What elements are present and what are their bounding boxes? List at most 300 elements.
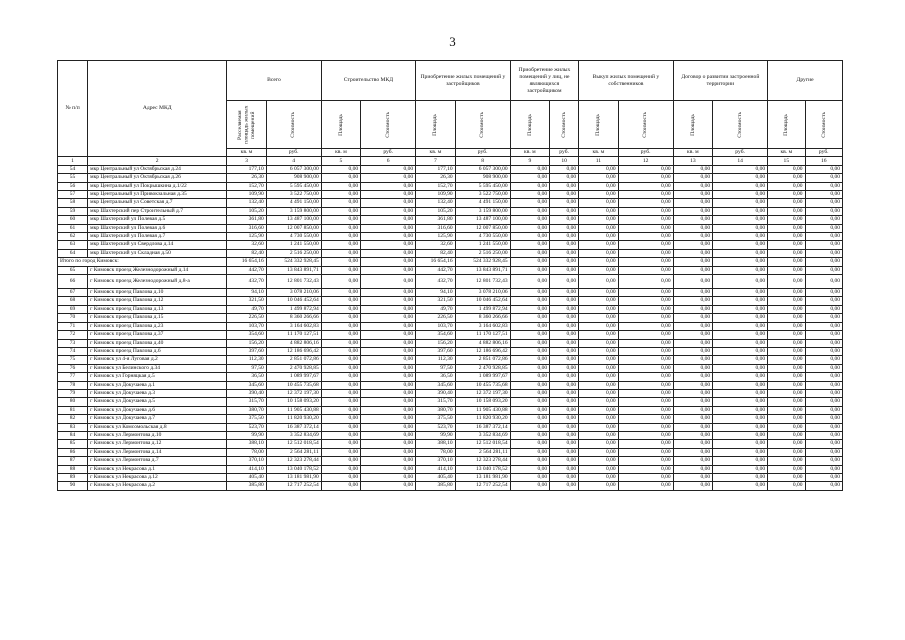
row-address: г Кимовск проезд Павлова д.37 (88, 331, 227, 339)
row-dev-cost: 2 851 072,86 (455, 356, 510, 364)
row-zero-value: 0,00 (579, 465, 618, 473)
row-zero-value: 0,00 (550, 373, 579, 381)
row-zero-value: 0,00 (805, 165, 843, 173)
row-zero-value: 0,00 (579, 389, 618, 397)
row-zero-value: 0,00 (673, 233, 712, 241)
row-zero-value: 0,00 (618, 347, 673, 355)
row-zero-value: 0,00 (768, 381, 805, 389)
table-row (58, 191, 843, 199)
row-zero-value: 0,00 (550, 457, 579, 465)
row-area: 125,90 (227, 233, 266, 241)
unit-cell: кв. м (416, 149, 455, 157)
row-zero-value: 0,00 (768, 266, 805, 274)
row-area: 32,60 (227, 241, 266, 249)
row-zero-value: 0,00 (618, 423, 673, 431)
row-zero-value: 0,00 (579, 331, 618, 339)
row-dev-area: 321,50 (416, 297, 455, 305)
row-address: г Кимовск ул Белинского д.34 (88, 364, 227, 372)
row-area: 385,80 (227, 482, 266, 490)
row-zero-value: 0,00 (713, 275, 768, 289)
row-build-cost: 0,00 (361, 241, 416, 249)
subheader-label: Площадь (689, 113, 696, 136)
row-zero-value: 0,00 (673, 364, 712, 372)
row-zero-value: 0,00 (673, 207, 712, 215)
table-row (58, 440, 843, 448)
row-dev-area: 414,10 (416, 465, 455, 473)
subheader-label: Стоимость (736, 111, 743, 138)
row-dev-area: 397,60 (416, 347, 455, 355)
row-address: г Кимовск проезд Павлова д.10 (88, 289, 227, 297)
column-number: 13 (673, 157, 712, 165)
row-zero-value: 0,00 (713, 465, 768, 473)
row-dev-cost: 11 905 430,88 (455, 406, 510, 414)
row-build-cost: 0,00 (361, 275, 416, 289)
row-zero-value: 0,00 (713, 216, 768, 224)
table-row (58, 373, 843, 381)
row-zero-value: 0,00 (768, 423, 805, 431)
table-row (58, 216, 843, 224)
row-zero-value: 0,00 (510, 191, 549, 199)
row-zero-value: 0,00 (805, 297, 843, 305)
row-zero-value: 0,00 (550, 216, 579, 224)
row-dev-area: 316,60 (416, 224, 455, 232)
table-row (58, 389, 843, 397)
row-number: 63 (58, 241, 88, 249)
row-build-area: 0,00 (321, 431, 360, 439)
table-body (58, 165, 843, 490)
row-zero-value: 0,00 (805, 474, 843, 482)
row-zero-value: 0,00 (510, 423, 549, 431)
row-build-area: 0,00 (321, 331, 360, 339)
row-zero-value: 0,00 (673, 423, 712, 431)
row-dev-cost: 13 040 178,52 (455, 465, 510, 473)
row-number: 79 (58, 389, 88, 397)
row-zero-value: 0,00 (713, 448, 768, 456)
page-number: 3 (449, 34, 456, 49)
row-build-cost: 0,00 (361, 482, 416, 490)
row-area: 132,40 (227, 199, 266, 207)
row-zero-value: 0,00 (550, 165, 579, 173)
table-row (58, 474, 843, 482)
subheader-cell (579, 101, 618, 149)
subheader-label: Площадь (337, 113, 344, 136)
subheader-label: Стоимость (560, 111, 567, 138)
row-zero-value: 0,00 (579, 191, 618, 199)
row-zero-value: 0,00 (510, 389, 549, 397)
row-zero-value: 0,00 (673, 174, 712, 182)
table-row (58, 305, 843, 313)
row-build-cost: 0,00 (361, 381, 416, 389)
row-address: г Кимовск ул Докучаева д.1 (88, 381, 227, 389)
row-zero-value: 0,00 (768, 207, 805, 215)
row-dev-cost: 10 455 735,68 (455, 381, 510, 389)
row-dev-area: 345,60 (416, 381, 455, 389)
row-zero-value: 0,00 (510, 322, 549, 330)
row-area: 109,90 (227, 191, 266, 199)
row-cost: 6 057 300,00 (266, 165, 321, 173)
row-zero-value: 0,00 (768, 474, 805, 482)
row-area: 432,70 (227, 275, 266, 289)
row-dev-cost: 12 323 278,44 (455, 457, 510, 465)
row-build-cost: 0,00 (361, 347, 416, 355)
row-zero-value: 0,00 (618, 266, 673, 274)
row-cost: 4 882 806,16 (266, 339, 321, 347)
row-zero-value: 0,00 (713, 423, 768, 431)
row-zero-value: 0,00 (618, 389, 673, 397)
row-dev-area: 78,00 (416, 448, 455, 456)
subheader-label: Стоимость (384, 111, 391, 138)
row-zero-value: 0,00 (579, 322, 618, 330)
table-row (58, 322, 843, 330)
table-row (58, 347, 843, 355)
row-area: 345,60 (227, 381, 266, 389)
row-zero-value: 0,00 (805, 199, 843, 207)
row-area: 442,70 (227, 266, 266, 274)
row-build-area: 0,00 (321, 174, 360, 182)
row-dev-cost: 13 181 981,90 (455, 474, 510, 482)
header-num: № п/п (58, 61, 88, 157)
row-zero-value: 0,00 (768, 275, 805, 289)
row-zero-value: 0,00 (579, 406, 618, 414)
row-dev-cost: 3 522 750,00 (455, 191, 510, 199)
column-number: 2 (88, 157, 227, 165)
row-address: мкр Центральный ул Советская д.7 (88, 199, 227, 207)
row-address: г Кимовск проезд Павлова д.40 (88, 339, 227, 347)
row-zero-value: 0,00 (550, 398, 579, 406)
table-row (58, 423, 843, 431)
row-zero-value: 0,00 (768, 199, 805, 207)
row-build-area: 0,00 (321, 356, 360, 364)
table-row (58, 275, 843, 289)
row-number: 89 (58, 474, 88, 482)
row-build-cost: 0,00 (361, 423, 416, 431)
row-zero-value: 0,00 (713, 249, 768, 257)
row-number: 82 (58, 415, 88, 423)
row-build-cost: 0,00 (361, 364, 416, 372)
row-address: г Кимовск ул Докучаева д.5 (88, 398, 227, 406)
row-address: г Кимовск проезд Павлова д.23 (88, 322, 227, 330)
row-zero-value: 0,00 (618, 191, 673, 199)
row-zero-value: 0,00 (618, 249, 673, 257)
row-zero-value: 0,00 (510, 305, 549, 313)
subheader-cell (550, 101, 579, 149)
row-zero-value: 0,00 (713, 389, 768, 397)
row-zero-value: 0,00 (550, 474, 579, 482)
row-zero-value: 0,00 (618, 431, 673, 439)
row-build-area: 0,00 (321, 199, 360, 207)
row-zero-value: 0,00 (805, 339, 843, 347)
row-cost: 13 181 981,90 (266, 474, 321, 482)
row-build-area: 0,00 (321, 364, 360, 372)
row-zero-value: 0,00 (713, 398, 768, 406)
row-dev-area: 315,70 (416, 398, 455, 406)
row-area: 112,30 (227, 356, 266, 364)
row-zero-value: 0,00 (579, 289, 618, 297)
row-zero-value: 0,00 (768, 289, 805, 297)
row-zero-value: 0,00 (618, 174, 673, 182)
row-area: 94,10 (227, 289, 266, 297)
row-zero-value: 0,00 (805, 314, 843, 322)
row-zero-value: 0,00 (550, 275, 579, 289)
row-area: 361,80 (227, 216, 266, 224)
row-zero-value: 0,00 (673, 199, 712, 207)
row-zero-value: 0,00 (805, 266, 843, 274)
unit-cell: руб. (361, 149, 416, 157)
row-zero-value: 0,00 (805, 431, 843, 439)
subheader-label: Расселяемая площадь жилых помещений (236, 105, 256, 144)
row-dev-area: 442,70 (416, 266, 455, 274)
row-dev-cost: 13 487 100,00 (455, 216, 510, 224)
row-zero-value: 0,00 (768, 415, 805, 423)
row-dev-cost: 10 158 093,20 (455, 398, 510, 406)
row-zero-value: 0,00 (768, 174, 805, 182)
row-zero-value: 0,00 (510, 224, 549, 232)
row-zero-value: 0,00 (768, 406, 805, 414)
row-build-cost: 0,00 (361, 249, 416, 257)
subheader-cell (455, 101, 510, 149)
row-zero-value: 0,00 (768, 482, 805, 490)
row-build-cost: 0,00 (361, 415, 416, 423)
row-zero-value: 0,00 (768, 297, 805, 305)
table-row (58, 174, 843, 182)
row-build-area: 0,00 (321, 440, 360, 448)
row-zero-value: 0,00 (673, 216, 712, 224)
row-number: 56 (58, 182, 88, 190)
subheader-cell (713, 101, 768, 149)
row-address: мкр Шахтерский ул Свердлова д.14 (88, 241, 227, 249)
table-row (58, 289, 843, 297)
row-build-cost: 0,00 (361, 191, 416, 199)
row-zero-value: 0,00 (579, 275, 618, 289)
row-address: г Кимовск ул Докучаева д.7 (88, 415, 227, 423)
row-dev-area: 354,60 (416, 331, 455, 339)
row-zero-value: 0,00 (550, 423, 579, 431)
row-area: 16 654,16 (227, 258, 266, 266)
row-zero-value: 0,00 (550, 297, 579, 305)
row-address: г Кимовск проезд Железнодорожный д.14 (88, 266, 227, 274)
column-number: 5 (321, 157, 360, 165)
row-build-cost: 0,00 (361, 266, 416, 274)
row-zero-value: 0,00 (550, 331, 579, 339)
row-zero-value: 0,00 (805, 233, 843, 241)
subheader-cell (673, 101, 712, 149)
row-zero-value: 0,00 (673, 465, 712, 473)
row-dev-cost: 11 820 930,20 (455, 415, 510, 423)
subheader-label: Площадь (595, 113, 602, 136)
row-build-cost: 0,00 (361, 431, 416, 439)
row-address: г Кимовск проезд Железнодорожный д.8-а (88, 275, 227, 289)
row-zero-value: 0,00 (510, 448, 549, 456)
row-number: 69 (58, 305, 88, 313)
row-zero-value: 0,00 (618, 482, 673, 490)
row-zero-value: 0,00 (510, 440, 549, 448)
row-zero-value: 0,00 (805, 275, 843, 289)
row-zero-value: 0,00 (713, 457, 768, 465)
row-dev-cost: 1 241 550,00 (455, 241, 510, 249)
row-zero-value: 0,00 (673, 389, 712, 397)
row-cost: 12 512 018,54 (266, 440, 321, 448)
subheader-label: Площадь (783, 113, 790, 136)
row-zero-value: 0,00 (550, 389, 579, 397)
row-zero-value: 0,00 (673, 440, 712, 448)
row-zero-value: 0,00 (579, 423, 618, 431)
column-number: 10 (550, 157, 579, 165)
row-build-area: 0,00 (321, 266, 360, 274)
subheader-cell (618, 101, 673, 149)
row-area: 405,40 (227, 474, 266, 482)
table-row (58, 249, 843, 257)
unit-cell: кв. м (321, 149, 360, 157)
row-address: мкр Шахтерский пер Строительный д.7 (88, 207, 227, 215)
row-dev-area: 125,90 (416, 233, 455, 241)
row-zero-value: 0,00 (673, 431, 712, 439)
row-zero-value: 0,00 (713, 199, 768, 207)
row-zero-value: 0,00 (768, 314, 805, 322)
row-zero-value: 0,00 (618, 331, 673, 339)
row-address: мкр Шахтерский ул Полевая д.6 (88, 224, 227, 232)
row-cost: 13 843 891,71 (266, 266, 321, 274)
row-dev-cost: 6 057 300,00 (455, 165, 510, 173)
row-number: 65 (58, 266, 88, 274)
total-label: Итого по город Кимовск: (58, 258, 227, 266)
row-zero-value: 0,00 (510, 275, 549, 289)
row-zero-value: 0,00 (805, 406, 843, 414)
row-dev-cost: 12 372 197,30 (455, 389, 510, 397)
row-zero-value: 0,00 (618, 224, 673, 232)
row-zero-value: 0,00 (713, 224, 768, 232)
row-address: г Кимовск ул Лермонтова д.14 (88, 448, 227, 456)
row-zero-value: 0,00 (510, 457, 549, 465)
row-zero-value: 0,00 (673, 373, 712, 381)
row-area: 156,20 (227, 339, 266, 347)
row-address: г Кимовск ул Докучаева д.3 (88, 389, 227, 397)
row-zero-value: 0,00 (805, 224, 843, 232)
row-number: 90 (58, 482, 88, 490)
row-address: мкр Шахтерский ул Складная д.50 (88, 249, 227, 257)
row-zero-value: 0,00 (673, 415, 712, 423)
row-cost: 11 820 930,20 (266, 415, 321, 423)
row-number: 64 (58, 249, 88, 257)
subheader-label: Площадь (432, 113, 439, 136)
row-dev-area: 132,40 (416, 199, 455, 207)
table-row (58, 406, 843, 414)
row-zero-value: 0,00 (713, 297, 768, 305)
row-cost: 12 007 850,00 (266, 224, 321, 232)
row-build-area: 0,00 (321, 182, 360, 190)
row-zero-value: 0,00 (805, 465, 843, 473)
table-row (58, 224, 843, 232)
row-zero-value: 0,00 (510, 364, 549, 372)
row-zero-value: 0,00 (550, 191, 579, 199)
row-zero-value: 0,00 (713, 331, 768, 339)
unit-cell: руб. (618, 149, 673, 157)
row-zero-value: 0,00 (768, 431, 805, 439)
row-address: г Кимовск ул Некрасова д.1 (88, 465, 227, 473)
row-cost: 5 595 450,00 (266, 182, 321, 190)
row-build-cost: 0,00 (361, 448, 416, 456)
row-zero-value: 0,00 (768, 182, 805, 190)
row-zero-value: 0,00 (713, 373, 768, 381)
row-zero-value: 0,00 (618, 474, 673, 482)
row-area: 380,70 (227, 406, 266, 414)
row-dev-cost: 11 170 127,51 (455, 331, 510, 339)
row-zero-value: 0,00 (510, 174, 549, 182)
row-zero-value: 0,00 (510, 258, 549, 266)
row-zero-value: 0,00 (510, 233, 549, 241)
row-number: 57 (58, 191, 88, 199)
row-zero-value: 0,00 (805, 423, 843, 431)
row-dev-area: 112,30 (416, 356, 455, 364)
subheader-cell (321, 101, 360, 149)
row-zero-value: 0,00 (618, 381, 673, 389)
row-dev-area: 82,40 (416, 249, 455, 257)
unit-cell: руб. (805, 149, 843, 157)
row-zero-value: 0,00 (550, 482, 579, 490)
row-cost: 12 372 197,30 (266, 389, 321, 397)
row-number: 86 (58, 448, 88, 456)
row-cost: 2 564 281,11 (266, 448, 321, 456)
row-zero-value: 0,00 (805, 191, 843, 199)
row-zero-value: 0,00 (713, 191, 768, 199)
row-dev-cost: 2 564 281,11 (455, 448, 510, 456)
row-address: г Кимовск ул Лермонтова д.12 (88, 440, 227, 448)
row-address: г Кимовск ул Некрасова д.12 (88, 474, 227, 482)
row-build-area: 0,00 (321, 207, 360, 215)
row-zero-value: 0,00 (579, 339, 618, 347)
row-zero-value: 0,00 (550, 465, 579, 473)
resettlement-table (57, 60, 843, 491)
row-zero-value: 0,00 (768, 457, 805, 465)
row-dev-cost: 16 387 372,14 (455, 423, 510, 431)
row-build-cost: 0,00 (361, 174, 416, 182)
row-address: мкр Центральный ул Октябрьская д.26 (88, 174, 227, 182)
row-zero-value: 0,00 (510, 331, 549, 339)
row-zero-value: 0,00 (713, 233, 768, 241)
row-zero-value: 0,00 (713, 258, 768, 266)
row-zero-value: 0,00 (713, 314, 768, 322)
row-number: 70 (58, 314, 88, 322)
row-zero-value: 0,00 (673, 165, 712, 173)
row-zero-value: 0,00 (618, 465, 673, 473)
table-row (58, 331, 843, 339)
header-address: Адрес МКД (88, 61, 227, 157)
table-row (58, 207, 843, 215)
row-number: 75 (58, 356, 88, 364)
row-dev-cost: 13 843 891,71 (455, 266, 510, 274)
row-zero-value: 0,00 (768, 191, 805, 199)
row-zero-value: 0,00 (550, 431, 579, 439)
row-zero-value: 0,00 (673, 289, 712, 297)
row-build-area: 0,00 (321, 191, 360, 199)
header-group: Строительство МКД (321, 61, 415, 101)
row-dev-area: 523,70 (416, 423, 455, 431)
row-cost: 13 487 100,00 (266, 216, 321, 224)
row-build-area: 0,00 (321, 347, 360, 355)
row-zero-value: 0,00 (768, 465, 805, 473)
unit-cell: кв. м (510, 149, 549, 157)
row-zero-value: 0,00 (579, 216, 618, 224)
row-address: г Кимовск ул 4-я Луговая д.2 (88, 356, 227, 364)
unit-cell: кв. м (227, 149, 266, 157)
row-area: 226,50 (227, 314, 266, 322)
row-build-cost: 0,00 (361, 440, 416, 448)
row-zero-value: 0,00 (618, 207, 673, 215)
row-zero-value: 0,00 (550, 440, 579, 448)
row-zero-value: 0,00 (713, 339, 768, 347)
row-area: 36,50 (227, 373, 266, 381)
row-cost: 12 717 252,54 (266, 482, 321, 490)
row-zero-value: 0,00 (510, 373, 549, 381)
